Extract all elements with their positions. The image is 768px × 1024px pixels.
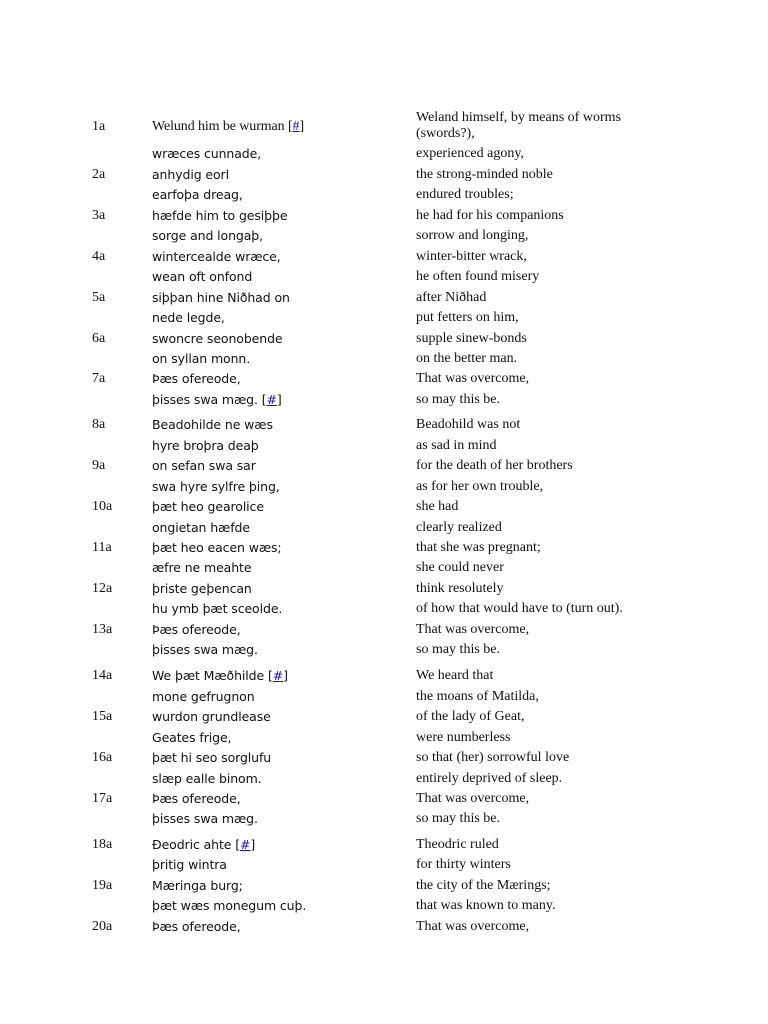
line-number: 11a bbox=[92, 540, 112, 555]
translation-text: so may this be. bbox=[416, 811, 500, 826]
old-english-line: Beadohilde ne wæs bbox=[152, 417, 273, 432]
line-number: 1a bbox=[92, 119, 106, 134]
old-english-line: wurdon grundlease bbox=[152, 709, 271, 724]
translation-text: for the death of her brothers bbox=[416, 458, 573, 473]
translation-text: he had for his companions bbox=[416, 208, 564, 223]
old-english-line: wintercealde wræce, bbox=[152, 249, 281, 264]
old-english-text bbox=[152, 249, 281, 265]
translation-text: for thirty winters bbox=[416, 857, 511, 872]
translation-text: put fetters on him, bbox=[416, 310, 519, 325]
old-english-line: þisses swa mæg. bbox=[152, 642, 258, 657]
old-english-line: þisses swa mæg. bbox=[152, 811, 258, 826]
line-number: 8a bbox=[92, 417, 106, 432]
old-english-text bbox=[152, 771, 262, 787]
old-english-line: anhydig eorl bbox=[152, 167, 229, 182]
old-english-line: wean oft onfond bbox=[152, 269, 253, 284]
old-english-text bbox=[152, 689, 255, 705]
old-english-text bbox=[152, 730, 231, 746]
old-english-text bbox=[152, 668, 288, 684]
line-number: 14a bbox=[92, 668, 113, 683]
old-english-text bbox=[152, 119, 304, 135]
translation-text: she could never bbox=[416, 560, 504, 575]
old-english-line: Welund him be wurman [ bbox=[152, 119, 293, 134]
bracket-close: ] bbox=[283, 668, 288, 683]
line-number: 2a bbox=[92, 167, 106, 182]
translation-text: he often found misery bbox=[416, 269, 540, 284]
translation-text: the moans of Matilda, bbox=[416, 689, 539, 704]
footnote-link[interactable]: # bbox=[266, 392, 277, 407]
bracket-close: ] bbox=[250, 837, 256, 852]
bracket-close: ] bbox=[276, 392, 282, 407]
old-english-line: æfre ne meahte bbox=[152, 560, 252, 575]
old-english-line: earfoþa dreag, bbox=[152, 187, 243, 202]
translation-text: supple sinew-bonds bbox=[416, 331, 527, 346]
old-english-text bbox=[152, 520, 250, 536]
old-english-text bbox=[152, 622, 241, 638]
old-english-line: þæt heo eacen wæs; bbox=[152, 540, 282, 555]
line-number: 7a bbox=[92, 371, 106, 386]
translation-text: think resolutely bbox=[416, 581, 504, 596]
old-english-line: We þæt Mæðhilde [ bbox=[152, 668, 273, 683]
old-english-text bbox=[152, 146, 261, 162]
translation-text: after Niðhad bbox=[416, 290, 487, 305]
old-english-text bbox=[152, 438, 259, 454]
translation-text: on the better man. bbox=[416, 351, 518, 366]
translation-text: Beadohild was not bbox=[416, 417, 521, 432]
translation-text: We heard that bbox=[416, 668, 494, 683]
old-english-text bbox=[152, 269, 252, 285]
footnote-link[interactable]: # bbox=[240, 837, 251, 852]
old-english-text bbox=[152, 310, 225, 326]
old-english-text bbox=[152, 811, 258, 827]
old-english-line: þriste geþencan bbox=[152, 581, 252, 596]
old-english-text bbox=[152, 709, 271, 725]
old-english-line: þisses swa mæg. [ bbox=[152, 392, 267, 407]
translation-text: so may this be. bbox=[416, 642, 500, 657]
footnote-link[interactable]: # bbox=[272, 668, 284, 683]
translation-text: of the lady of Geat, bbox=[416, 709, 525, 724]
old-english-line: on syllan monn. bbox=[152, 351, 251, 366]
old-english-text bbox=[152, 791, 241, 807]
translation-text: the strong-minded noble bbox=[416, 167, 553, 182]
line-number: 20a bbox=[92, 919, 113, 934]
line-number: 19a bbox=[92, 878, 113, 893]
old-english-text bbox=[152, 898, 306, 914]
old-english-line: nede legde, bbox=[152, 310, 225, 325]
old-english-text bbox=[152, 208, 287, 224]
old-english-text bbox=[152, 499, 264, 515]
line-number: 10a bbox=[92, 499, 113, 514]
old-english-line: slæp ealle binom. bbox=[152, 771, 262, 786]
old-english-text bbox=[152, 878, 243, 894]
old-english-text bbox=[152, 392, 282, 408]
footnote-link[interactable]: # bbox=[292, 119, 300, 134]
old-english-line: sorge and longaþ, bbox=[152, 228, 264, 243]
old-english-line: hæfde him to gesiþþe bbox=[152, 208, 288, 223]
translation-text: so may this be. bbox=[416, 392, 500, 407]
bracket-close: ] bbox=[299, 119, 304, 134]
line-number: 6a bbox=[92, 331, 106, 346]
translation-text: as sad in mind bbox=[416, 438, 497, 453]
old-english-line: Þæs ofereode, bbox=[152, 791, 241, 806]
old-english-line: Geates frige, bbox=[152, 730, 232, 745]
translation-text: the city of the Mærings; bbox=[416, 878, 551, 893]
translation-text: clearly realized bbox=[416, 520, 502, 535]
translation-text: that she was pregnant; bbox=[416, 540, 541, 555]
old-english-line: þæt hi seo sorglufu bbox=[152, 750, 272, 765]
old-english-line: on sefan swa sar bbox=[152, 458, 256, 473]
translation-text: Weland himself, by means of worms (swords?), bbox=[416, 110, 621, 141]
old-english-text bbox=[152, 479, 280, 495]
old-english-line: hyre broþra deaþ bbox=[152, 438, 259, 453]
old-english-text bbox=[152, 417, 273, 433]
translation-text: winter-bitter wrack, bbox=[416, 249, 527, 264]
old-english-text bbox=[152, 642, 258, 658]
old-english-line: Ðeodric ahte [ bbox=[152, 837, 241, 852]
old-english-text bbox=[152, 581, 252, 597]
old-english-text bbox=[152, 187, 243, 203]
old-english-text bbox=[152, 601, 282, 617]
old-english-text bbox=[152, 750, 271, 766]
translation-text: entirely deprived of sleep. bbox=[416, 771, 563, 786]
translation-text: That was overcome, bbox=[416, 919, 530, 934]
translation-text: of how that would have to (turn out). bbox=[416, 601, 623, 616]
translation-text: sorrow and longing, bbox=[416, 228, 529, 243]
old-english-line: Þæs ofereode, bbox=[152, 919, 241, 934]
old-english-line: siþþan hine Niðhad on bbox=[152, 290, 290, 305]
old-english-line: hu ymb þæt sceolde. bbox=[152, 601, 283, 616]
translation-text: That was overcome, bbox=[416, 791, 530, 806]
translation-text: that was known to many. bbox=[416, 898, 556, 913]
old-english-line: swoncre seonobende bbox=[152, 331, 283, 346]
line-number: 13a bbox=[92, 622, 113, 637]
old-english-text bbox=[152, 837, 255, 853]
old-english-line: swa hyre sylfre þing, bbox=[152, 479, 280, 494]
old-english-line: ongietan hæfde bbox=[152, 520, 250, 535]
old-english-line: þritig wintra bbox=[152, 857, 227, 872]
old-english-text bbox=[152, 351, 250, 367]
old-english-line: Mæringa burg; bbox=[152, 878, 243, 893]
line-number: 12a bbox=[92, 581, 113, 596]
line-number: 4a bbox=[92, 249, 106, 264]
translation-text: endured troubles; bbox=[416, 187, 514, 202]
translation-text: experienced agony, bbox=[416, 146, 524, 161]
translation-text: as for her own trouble, bbox=[416, 479, 544, 494]
line-number: 5a bbox=[92, 290, 106, 305]
old-english-line: þæt wæs monegum cuþ. bbox=[152, 898, 307, 913]
line-number: 9a bbox=[92, 458, 106, 473]
line-number: 18a bbox=[92, 837, 113, 852]
old-english-text bbox=[152, 228, 263, 244]
translation-text: That was overcome, bbox=[416, 622, 530, 637]
old-english-line: Þæs ofereode, bbox=[152, 622, 241, 637]
old-english-text bbox=[152, 857, 227, 873]
old-english-line: þæt heo gearolice bbox=[152, 499, 264, 514]
line-number: 3a bbox=[92, 208, 106, 223]
translation-text: were numberless bbox=[416, 730, 511, 745]
old-english-line: mone gefrugnon bbox=[152, 689, 255, 704]
line-number: 15a bbox=[92, 709, 113, 724]
translation-text: so that (her) sorrowful love bbox=[416, 750, 570, 765]
old-english-text bbox=[152, 290, 290, 306]
line-number: 17a bbox=[92, 791, 113, 806]
old-english-text bbox=[152, 540, 282, 556]
old-english-text bbox=[152, 560, 251, 576]
translation-text: she had bbox=[416, 499, 459, 514]
translation-text: Theodric ruled bbox=[416, 837, 499, 852]
old-english-text bbox=[152, 458, 256, 474]
old-english-line: wræces cunnade, bbox=[152, 146, 262, 161]
old-english-text bbox=[152, 919, 241, 935]
old-english-line: Þæs ofereode, bbox=[152, 371, 241, 386]
line-number: 16a bbox=[92, 750, 113, 765]
old-english-text bbox=[152, 331, 283, 347]
old-english-text bbox=[152, 167, 229, 183]
translation-text: That was overcome, bbox=[416, 371, 530, 386]
old-english-text bbox=[152, 371, 241, 387]
